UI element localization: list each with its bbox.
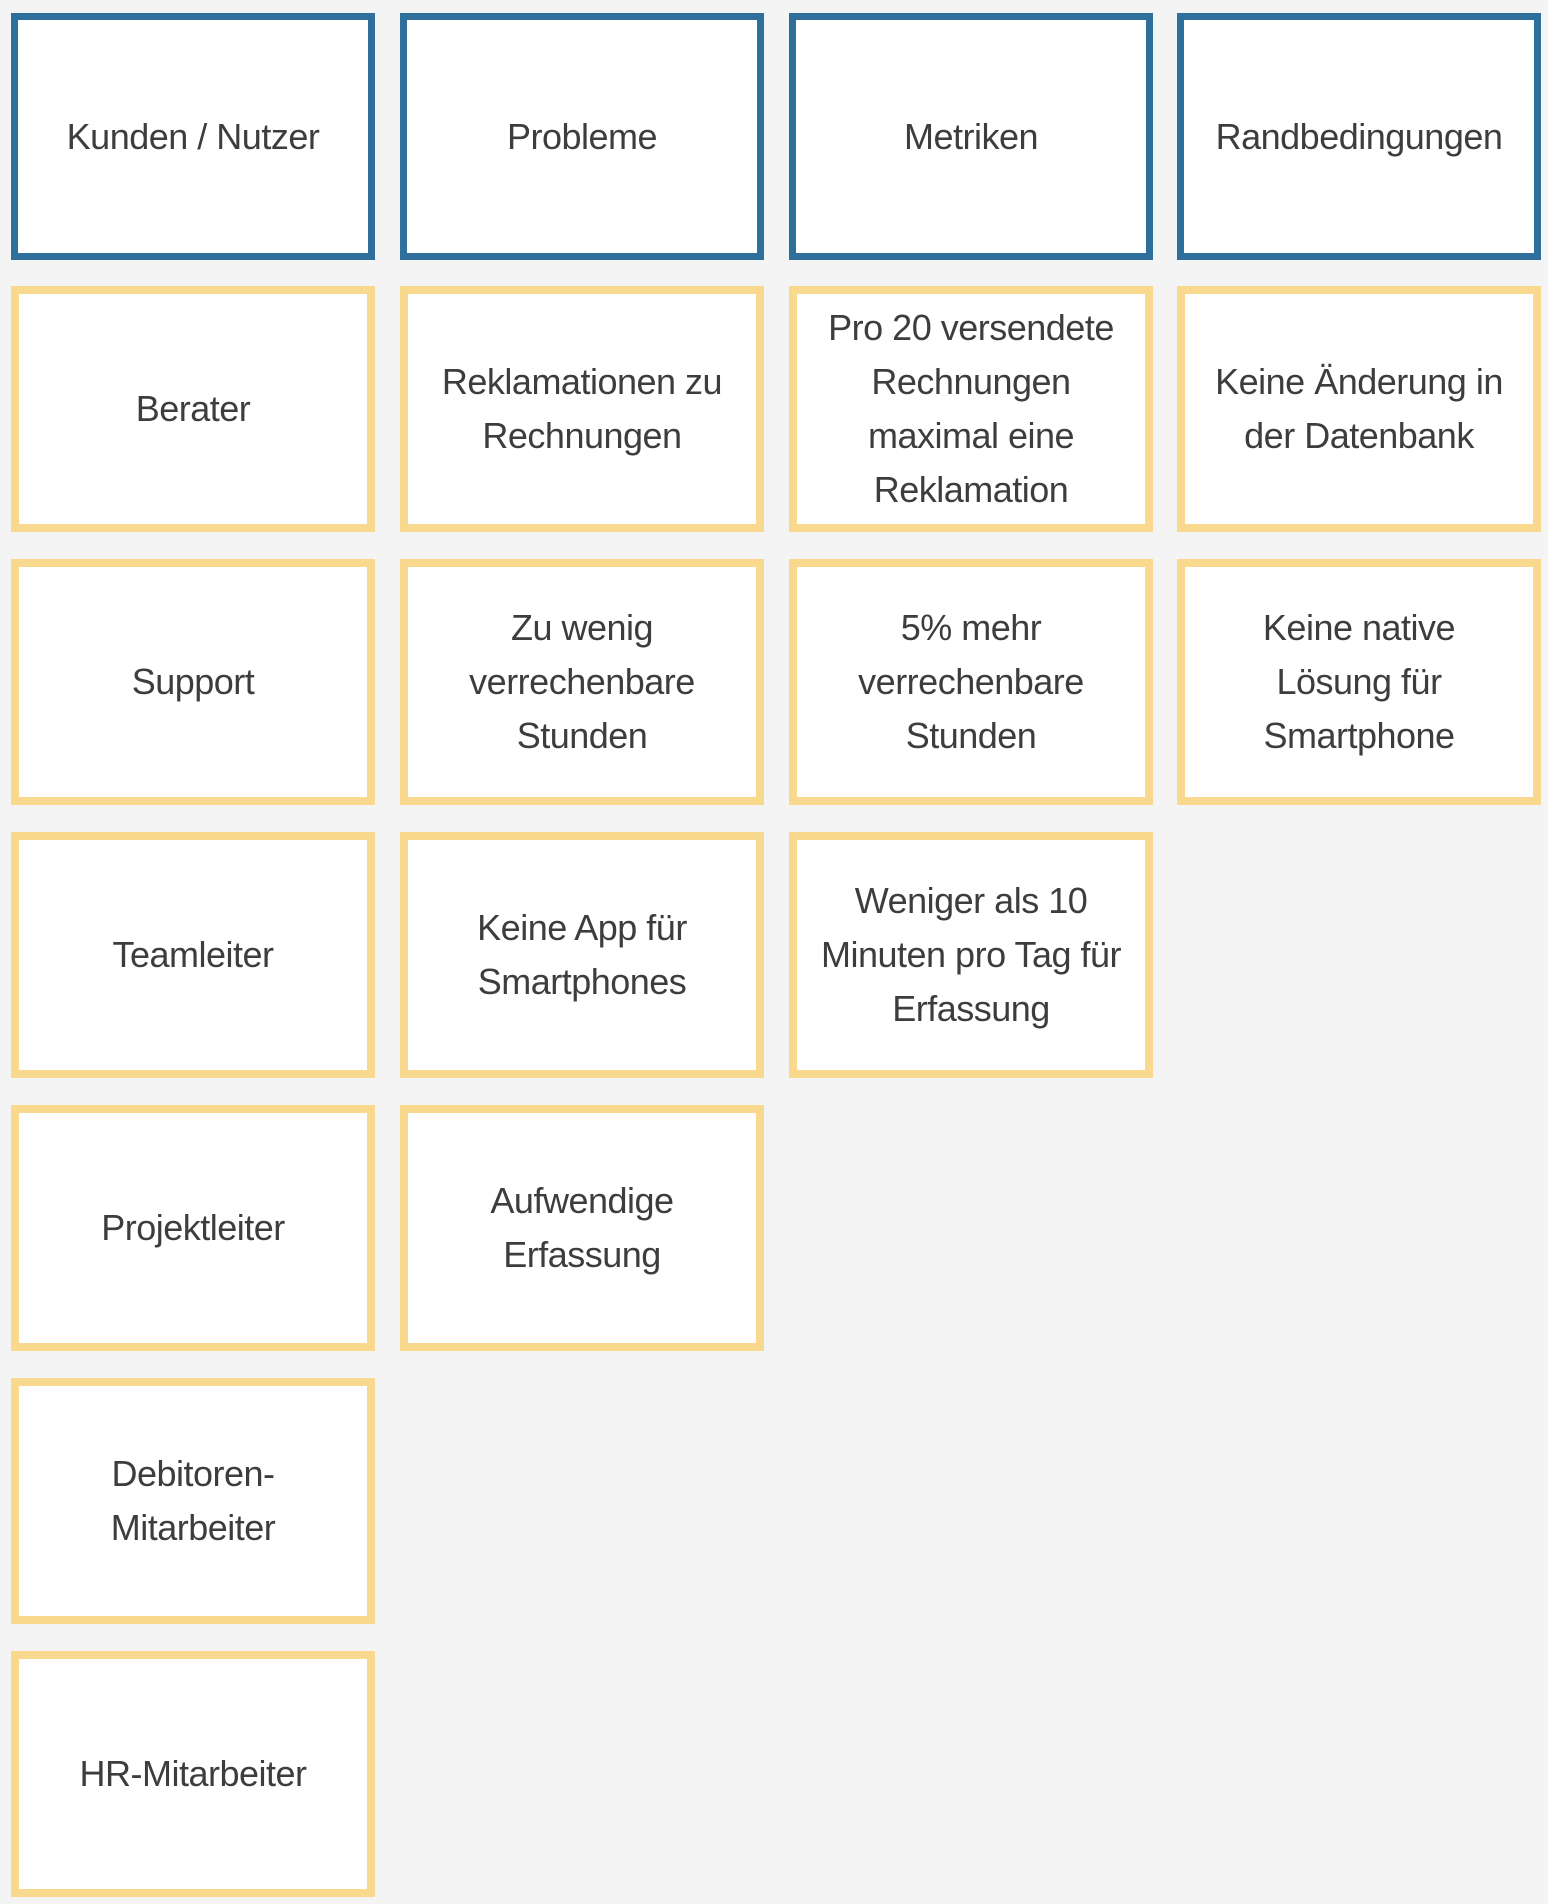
card-label: Keine native Lösung für Smartphone (1262, 607, 1456, 756)
card-label: Keine Änderung in der Datenbank (1215, 361, 1503, 456)
card-label: Teamleiter (112, 934, 274, 975)
card-kunden-4 (11, 1105, 375, 1351)
card-metriken-3 (789, 832, 1153, 1078)
card-label: Projektleiter (101, 1207, 285, 1248)
card-label: Berater (135, 388, 251, 429)
card-metriken-1 (789, 286, 1153, 532)
card-kunden-1 (11, 286, 375, 532)
header-label: Probleme (506, 115, 658, 157)
header-probleme (400, 13, 764, 260)
card-label: Aufwendige Erfassung (490, 1180, 674, 1275)
card-label: Reklamationen zu Rechnungen (441, 361, 723, 456)
header-metriken (789, 13, 1153, 260)
card-label: Support (131, 661, 255, 702)
card-label: 5% mehr verrechenbare Stunden (858, 607, 1084, 756)
header-label: Kunden / Nutzer (66, 115, 320, 157)
card-label: Debitoren-Mitarbeiter (110, 1453, 276, 1548)
card-kunden-3 (11, 832, 375, 1078)
card-label: Pro 20 versendete Rechnungen maximal eine Reklamation (828, 307, 1114, 510)
card-label: HR-Mitarbeiter (79, 1753, 307, 1794)
header-label: Randbedingungen (1215, 115, 1503, 157)
header-kunden-nutzer (11, 13, 375, 260)
header-randbedingungen (1177, 13, 1541, 260)
card-probleme-3 (400, 832, 764, 1078)
card-randbedingungen-1 (1177, 286, 1541, 532)
card-label: Zu wenig verrechenbare Stunden (469, 607, 695, 756)
card-randbedingungen-2 (1177, 559, 1541, 805)
card-probleme-1 (400, 286, 764, 532)
card-probleme-4 (400, 1105, 764, 1351)
card-label: Weniger als 10 Minuten pro Tag für Erfassung (820, 880, 1121, 1029)
card-kunden-2 (11, 559, 375, 805)
header-label: Metriken (903, 115, 1039, 157)
card-label: Keine App für Smartphones (477, 907, 687, 1002)
card-kunden-5 (11, 1378, 375, 1624)
card-probleme-2 (400, 559, 764, 805)
card-kunden-6 (11, 1651, 375, 1897)
card-metriken-2 (789, 559, 1153, 805)
